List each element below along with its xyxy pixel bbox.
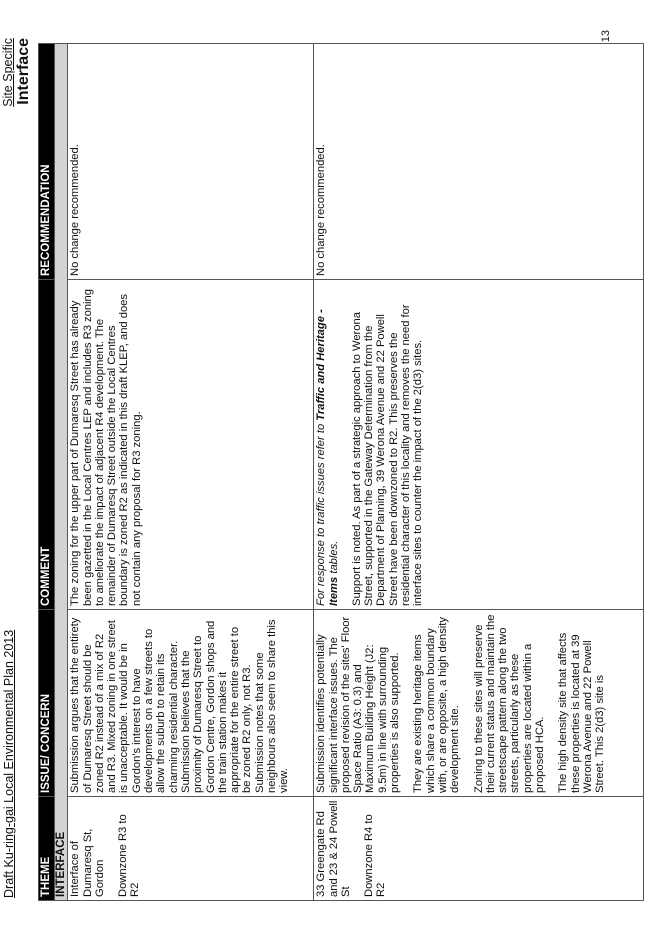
recommendation-cell — [68, 44, 314, 280]
section-title — [2, 38, 33, 107]
comment-reference-end: tables. — [327, 540, 340, 577]
table-row — [68, 44, 314, 901]
issue-paragraph: They are existing heritage items which share a common boundary with, or are opposite, a high density development site. — [412, 617, 462, 793]
comment-reference-link: Traffic and Heritage - Items — [315, 309, 340, 606]
theme-cell — [68, 797, 314, 901]
comment-cell — [314, 280, 644, 610]
theme-text: Interface of Dumaresq St, Gordon — [69, 828, 106, 897]
issue-paragraph: Submission identifies potentially significant interface issues. The proposed revision of the sites' Floor Space Ratio (A3: 0.3) and Maximum Building Height (J2: 9.5m) in line with surrounding properties is also supported. — [315, 616, 402, 793]
theme-heading: INTERFACE — [55, 44, 68, 901]
column-header-theme: THEME — [39, 797, 55, 901]
theme-subtext: Downzone R4 to R2 — [363, 814, 388, 897]
column-header-comment: COMMENT — [39, 280, 55, 610]
section-title-line1: Site Specific — [1, 38, 15, 107]
theme-subtext: Downzone R3 to R2 — [117, 814, 142, 897]
comment-text: The zoning for the upper part of Dumaresq Street has already been gazetted in the Local Centres LEP and includes R3 zoning to ameliorate the impact of adjacent R4 development. The remainder of Dumaresq Street outside the Local Centres boundary is zoned R2 as indicated in this draft KLEP, and does not contain any proposal for R3 zoning. — [69, 289, 143, 606]
comment-text: Support is noted. As part of a strategic approach to Werona Street, supported in the Gateway Determination from the Department of Planning, 39 Werona Avenue and 22 Powell Street have been downzoned to R2. This preserves the residential character of this locality and removes the need for interface sites to counter the impact of the 2(d3) sites. — [350, 304, 425, 606]
issue-text: Submission argues that the entirety of Dumaresq Street should be zoned R2 instead of a mix of R2 and R3. Mixed zoning in one street is unacceptable. It would be in Gordon's interest to have developments on a few streets to allow the suburb to retain its charming residential character. Submission believes that the proximity of Dumaresq Street to Gordon Centre, Gordon shops and the train station makes it appropriate for the entire street to be zoned R2 only, not R3. Submission notes that some neighbours also seem to share this view. — [69, 617, 291, 793]
theme-cell — [314, 797, 644, 901]
recommendation-text: No change recommended. — [315, 144, 328, 276]
document-title: Draft Ku-ring-gai Local Environmental Plan 2013 — [2, 629, 16, 898]
column-header-recommendation: RECOMMENDATION — [39, 44, 55, 280]
issue-paragraph: Zoning to these sites will preserve their current status and maintain the streetscape pattern along the two streets, particularly as these properties are located within a proposed HCA. — [472, 614, 547, 793]
column-header-issue: ISSUE/ CONCERN — [39, 610, 55, 797]
issue-paragraph: The high density site that affects these properties is located at 39 Werona Avenue and 22 Powell Street. This 2(d3) site is — [557, 632, 607, 793]
section-title-line2: Interface — [15, 38, 32, 105]
recommendation-cell — [314, 44, 644, 280]
table-row — [314, 44, 644, 901]
comment-reference-intro: For response to traffic issues refer to — [315, 420, 328, 606]
table-header-row — [39, 44, 55, 901]
submissions-table — [38, 43, 644, 901]
comment-reference — [315, 283, 340, 606]
issue-cell — [314, 610, 644, 797]
theme-text: 33 Greengate Rd and 23 & 24 Powell St — [315, 800, 352, 897]
theme-heading-row — [55, 44, 68, 901]
issue-cell — [68, 610, 314, 797]
page-number: 13 — [600, 30, 612, 43]
recommendation-text: No change recommended. — [69, 144, 82, 276]
comment-cell — [68, 280, 314, 610]
